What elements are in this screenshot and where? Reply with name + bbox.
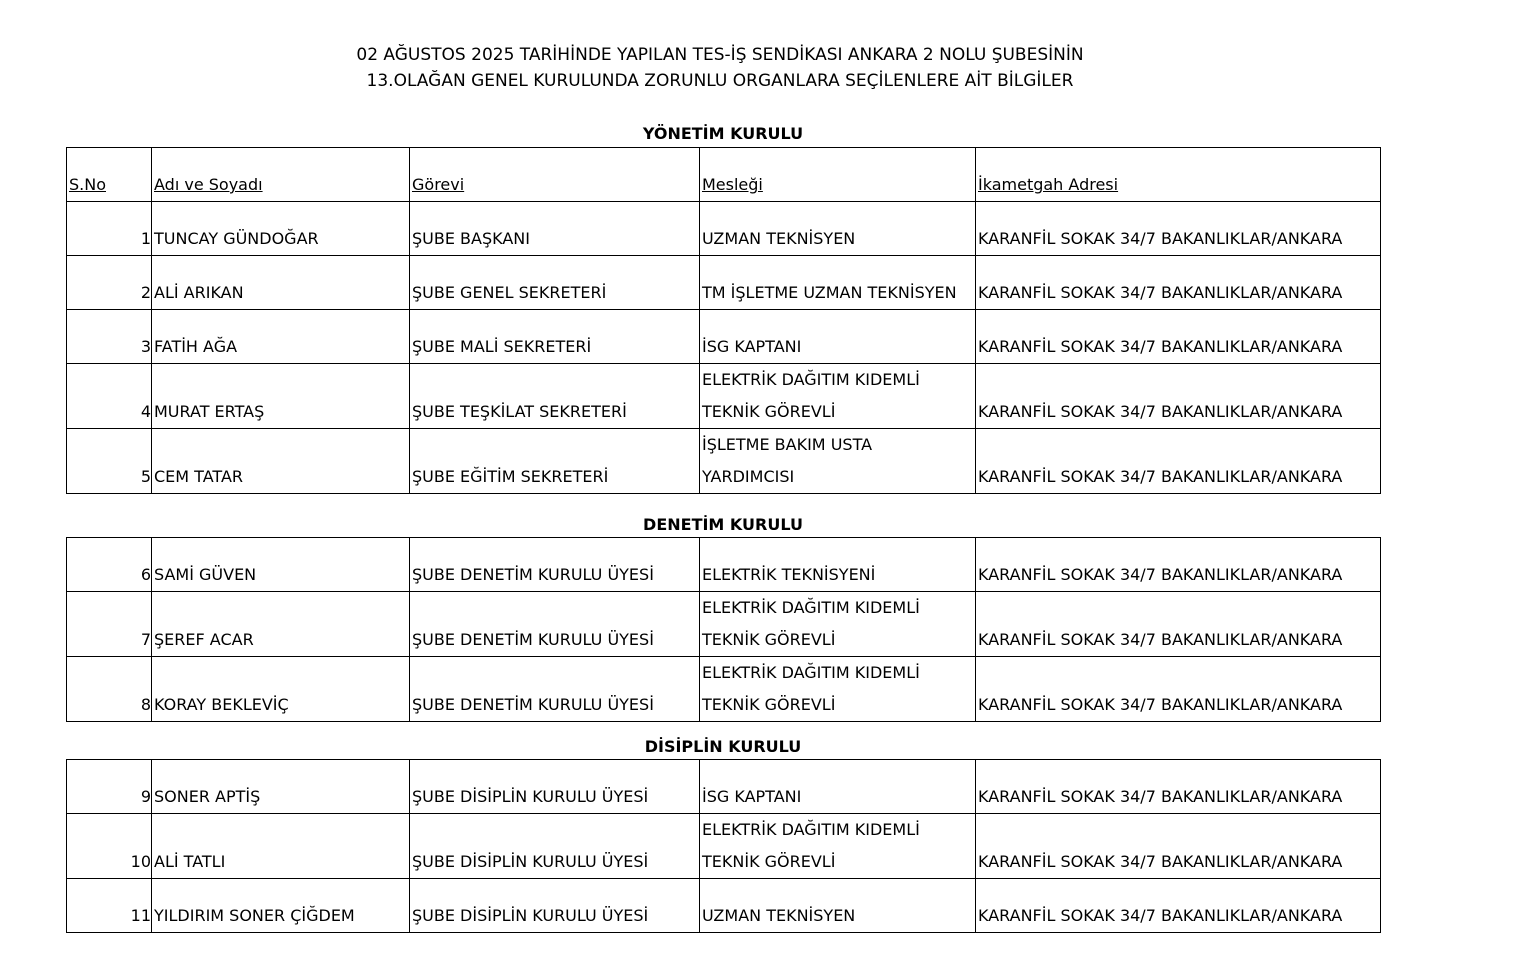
member-name: CEM TATAR — [152, 429, 410, 494]
member-role: ŞUBE DENETİM KURULU ÜYESİ — [410, 657, 700, 722]
member-address: KARANFİL SOKAK 34/7 BAKANLIKLAR/ANKARA — [976, 364, 1381, 429]
member-address: KARANFİL SOKAK 34/7 BAKANLIKLAR/ANKARA — [976, 657, 1381, 722]
member-job-line-2: YARDIMCISI — [702, 467, 795, 486]
member-job-line-1: ELEKTRİK DAĞITIM KIDEMLİ — [702, 663, 920, 682]
member-job: İSG KAPTANI — [700, 760, 976, 814]
row-number: 11 — [67, 879, 152, 933]
member-job-line-2: TEKNİK GÖREVLİ — [702, 402, 836, 421]
header-sno: S.No — [67, 148, 152, 202]
member-job: İSG KAPTANI — [700, 310, 976, 364]
member-address: KARANFİL SOKAK 34/7 BAKANLIKLAR/ANKARA — [976, 256, 1381, 310]
member-role: ŞUBE DİSİPLİN KURULU ÜYESİ — [410, 760, 700, 814]
member-job-line-1: ELEKTRİK DAĞITIM KIDEMLİ — [702, 820, 920, 839]
member-job-line-2: TEKNİK GÖREVLİ — [702, 852, 836, 871]
member-name: SAMİ GÜVEN — [152, 538, 410, 592]
member-job — [700, 364, 976, 429]
table-row — [67, 657, 1381, 722]
document-title-line-1: 02 AĞUSTOS 2025 TARİHİNDE YAPILAN TES-İŞ SENDİKASI ANKARA 2 NOLU ŞUBESİNİN — [356, 45, 1084, 65]
member-job — [700, 592, 976, 657]
header-role: Görevi — [410, 148, 700, 202]
member-job — [700, 657, 976, 722]
member-address: KARANFİL SOKAK 34/7 BAKANLIKLAR/ANKARA — [976, 760, 1381, 814]
member-name: FATİH AĞA — [152, 310, 410, 364]
table-disiplin-kurulu — [66, 759, 1381, 933]
member-name: KORAY BEKLEVİÇ — [152, 657, 410, 722]
member-name: MURAT ERTAŞ — [152, 364, 410, 429]
table-row — [67, 879, 1381, 933]
member-address: KARANFİL SOKAK 34/7 BAKANLIKLAR/ANKARA — [976, 429, 1381, 494]
member-name: ŞEREF ACAR — [152, 592, 410, 657]
member-name: SONER APTİŞ — [152, 760, 410, 814]
member-job-line-1: ELEKTRİK DAĞITIM KIDEMLİ — [702, 370, 920, 389]
member-address: KARANFİL SOKAK 34/7 BAKANLIKLAR/ANKARA — [976, 202, 1381, 256]
table-yonetim-kurulu — [66, 147, 1381, 494]
table-row — [67, 592, 1381, 657]
table-row — [67, 202, 1381, 256]
header-job: Mesleği — [700, 148, 976, 202]
member-address: KARANFİL SOKAK 34/7 BAKANLIKLAR/ANKARA — [976, 879, 1381, 933]
member-job-line-2: TEKNİK GÖREVLİ — [702, 630, 836, 649]
member-address: KARANFİL SOKAK 34/7 BAKANLIKLAR/ANKARA — [976, 592, 1381, 657]
member-job — [700, 814, 976, 879]
row-number: 1 — [67, 202, 152, 256]
member-job: UZMAN TEKNİSYEN — [700, 879, 976, 933]
header-name: Adı ve Soyadı — [152, 148, 410, 202]
member-role: ŞUBE DİSİPLİN KURULU ÜYESİ — [410, 814, 700, 879]
member-role: ŞUBE EĞİTİM SEKRETERİ — [410, 429, 700, 494]
member-role: ŞUBE MALİ SEKRETERİ — [410, 310, 700, 364]
section-title-yonetim: YÖNETİM KURULU — [642, 124, 804, 143]
member-address: KARANFİL SOKAK 34/7 BAKANLIKLAR/ANKARA — [976, 310, 1381, 364]
header-address: İkametgah Adresi — [976, 148, 1381, 202]
row-number: 10 — [67, 814, 152, 879]
member-job — [700, 429, 976, 494]
table-row — [67, 310, 1381, 364]
member-job: TM İŞLETME UZMAN TEKNİSYEN — [700, 256, 976, 310]
member-job-line-1: ELEKTRİK DAĞITIM KIDEMLİ — [702, 598, 920, 617]
member-role: ŞUBE GENEL SEKRETERİ — [410, 256, 700, 310]
member-job: ELEKTRİK TEKNİSYENİ — [700, 538, 976, 592]
member-role: ŞUBE DİSİPLİN KURULU ÜYESİ — [410, 879, 700, 933]
document-title-line-2: 13.OLAĞAN GENEL KURULUNDA ZORUNLU ORGANLARA SEÇİLENLERE AİT BİLGİLER — [366, 71, 1074, 91]
row-number: 7 — [67, 592, 152, 657]
row-number: 2 — [67, 256, 152, 310]
member-role: ŞUBE DENETİM KURULU ÜYESİ — [410, 592, 700, 657]
table-row — [67, 814, 1381, 879]
member-name: ALİ ARIKAN — [152, 256, 410, 310]
member-job-line-2: TEKNİK GÖREVLİ — [702, 695, 836, 714]
member-name: ALİ TATLI — [152, 814, 410, 879]
row-number: 5 — [67, 429, 152, 494]
table-row — [67, 364, 1381, 429]
row-number: 4 — [67, 364, 152, 429]
table-row — [67, 429, 1381, 494]
table-row — [67, 760, 1381, 814]
member-name: YILDIRIM SONER ÇİĞDEM — [152, 879, 410, 933]
member-address: KARANFİL SOKAK 34/7 BAKANLIKLAR/ANKARA — [976, 814, 1381, 879]
table-header-row — [67, 148, 1381, 202]
member-job: UZMAN TEKNİSYEN — [700, 202, 976, 256]
member-name: TUNCAY GÜNDOĞAR — [152, 202, 410, 256]
member-role: ŞUBE TEŞKİLAT SEKRETERİ — [410, 364, 700, 429]
section-title-denetim: DENETİM KURULU — [643, 515, 803, 534]
section-title-disiplin: DİSİPLİN KURULU — [644, 737, 802, 756]
row-number: 3 — [67, 310, 152, 364]
table-denetim-kurulu — [66, 537, 1381, 722]
member-role: ŞUBE BAŞKANI — [410, 202, 700, 256]
row-number: 9 — [67, 760, 152, 814]
member-address: KARANFİL SOKAK 34/7 BAKANLIKLAR/ANKARA — [976, 538, 1381, 592]
member-job-line-1: İŞLETME BAKIM USTA — [702, 435, 873, 454]
member-role: ŞUBE DENETİM KURULU ÜYESİ — [410, 538, 700, 592]
row-number: 6 — [67, 538, 152, 592]
table-row — [67, 538, 1381, 592]
row-number: 8 — [67, 657, 152, 722]
table-row — [67, 256, 1381, 310]
